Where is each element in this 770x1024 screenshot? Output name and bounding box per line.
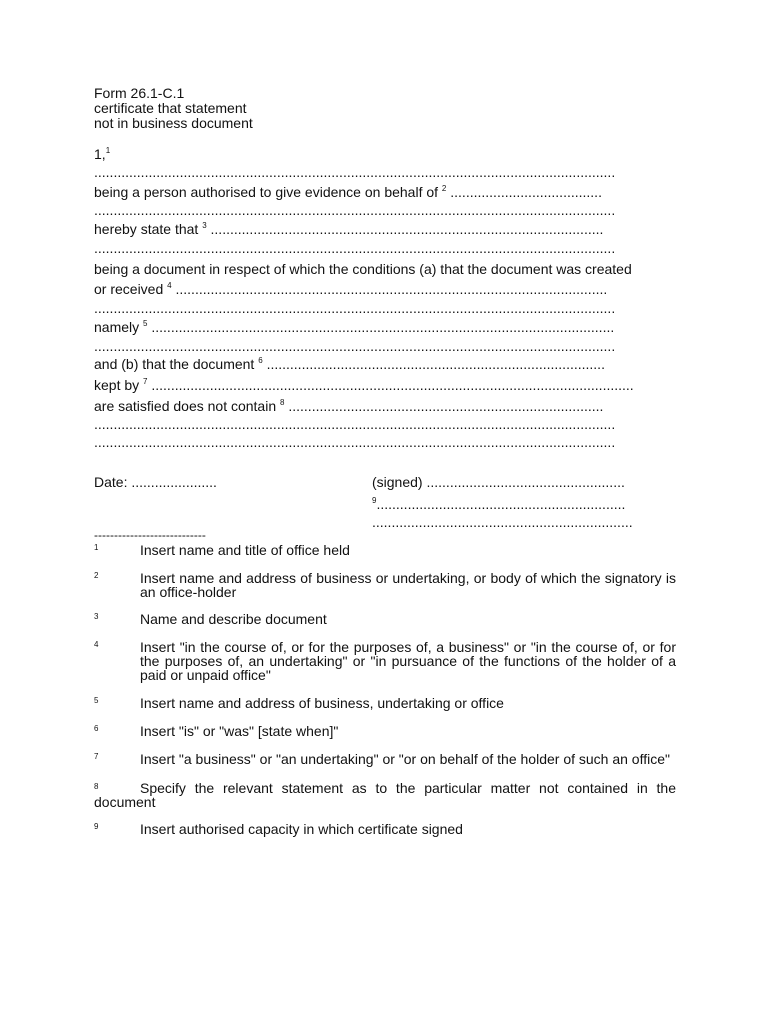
blank-line-document[interactable]: ...................................................................................................................................... [94, 240, 616, 256]
namely-line [94, 319, 651, 335]
authorised-label: being a person authorised to give evidence on behalf of [94, 184, 439, 200]
footnote-text: Insert name and title of office held [140, 542, 350, 558]
contain-blank[interactable]: ................................................................................. [288, 398, 604, 414]
doc-label: and (b) that the document [94, 356, 255, 372]
footnote-1 [94, 543, 676, 559]
footnote-ref-9: 9 [372, 496, 377, 505]
footnote-number: 3 [94, 612, 99, 621]
footnote-ref-7: 7 [143, 377, 148, 386]
footnote-ref-6: 6 [258, 356, 263, 365]
footnote-number: 8 [94, 782, 99, 791]
footnote-separator: ---------------------------- [94, 528, 206, 542]
capacity-field [372, 496, 652, 512]
received-blank[interactable]: ............................................................................................................... [175, 281, 608, 297]
footnote-text: Insert name and address of business, undertaking or office [140, 695, 504, 711]
footnote-number: 1 [94, 543, 99, 552]
date-field [94, 474, 217, 490]
blank-line-namely[interactable]: ...................................................................................................................................... [94, 338, 616, 354]
authorised-line [94, 184, 651, 200]
signed-label: (signed) [372, 474, 423, 490]
hereby-label: hereby state that [94, 221, 199, 237]
namely-blank[interactable]: ....................................................................................................................... [151, 319, 615, 335]
footnote-number: 4 [94, 640, 99, 649]
footnote-5 [94, 696, 676, 712]
footnote-text: Specify the relevant statement as to the particular matter not contained in the document [94, 780, 676, 810]
footnote-text: Insert "in the course of, or for the purposes of, a business" or "in the course of, or for the purposes of, an undertaking" or "in pursuance of the functions of the holder of a paid or unpaid office" [140, 639, 676, 683]
signed-blank[interactable]: ................................................... [426, 474, 625, 490]
footnote-text: Insert name and address of business or undertaking, or body of which the signatory is an office-holder [140, 570, 676, 600]
received-line [94, 281, 651, 297]
kept-blank[interactable]: ............................................................................................................................ [151, 377, 634, 393]
kept-line [94, 377, 651, 393]
footnote-ref-5: 5 [143, 319, 148, 328]
footnote-number: 7 [94, 752, 99, 761]
blank-line-received[interactable]: ...................................................................................................................................... [94, 300, 616, 316]
form-header [94, 86, 253, 131]
signed-field [372, 474, 652, 490]
hereby-blank[interactable]: ..................................................................................................... [210, 221, 604, 237]
footnote-9 [94, 822, 676, 838]
footnote-text: Name and describe document [140, 611, 327, 627]
footnote-ref-8: 8 [280, 398, 285, 407]
footnote-ref-4: 4 [167, 281, 172, 290]
date-blank[interactable]: ...................... [131, 474, 217, 490]
blank-line-contain-2[interactable]: ...................................................................................................................................... [94, 434, 616, 450]
blank-line-contain-1[interactable]: ...................................................................................................................................... [94, 416, 616, 432]
footnote-number: 9 [94, 822, 99, 831]
hereby-line [94, 221, 651, 237]
form-title-line-1: certificate that statement [94, 100, 247, 116]
footnote-text: Insert "a business" or "an undertaking" or "or on behalf of the holder of such an office" [140, 751, 670, 767]
form-title-line-2: not in business document [94, 115, 253, 131]
footnote-ref-1: 1 [105, 146, 111, 155]
date-label: Date: [94, 474, 128, 490]
blank-line-name[interactable]: ...................................................................................................................................... [94, 164, 616, 180]
declarant-prefix: 1, [94, 146, 106, 162]
footnote-number: 5 [94, 696, 99, 705]
footnote-text: Insert "is" or "was" [state when]" [140, 723, 339, 739]
footnote-8 [94, 781, 676, 809]
capacity-blank[interactable]: ................................................................ [376, 496, 626, 512]
footnote-3 [94, 612, 676, 628]
footnote-ref-2: 2 [441, 184, 447, 193]
doc-line [94, 356, 651, 372]
footnote-2 [94, 571, 676, 601]
footnote-number: 6 [94, 724, 99, 733]
contain-label: are satisfied does not contain [94, 398, 277, 414]
footnote-ref-3: 3 [202, 221, 207, 230]
footnote-6 [94, 724, 676, 740]
authorised-blank[interactable]: ....................................... [450, 184, 602, 200]
signature-extra-blank[interactable]: ................................................................... [372, 514, 633, 530]
doc-blank[interactable]: ....................................................................................... [266, 356, 605, 372]
received-label: or received [94, 281, 164, 297]
blank-line-body[interactable]: ...................................................................................................................................... [94, 202, 616, 218]
conditions-line: being a document in respect of which the conditions (a) that the document was created [94, 261, 632, 277]
footnote-7 [94, 752, 676, 780]
footnote-text: Insert authorised capacity in which certificate signed [140, 821, 463, 837]
form-number: Form 26.1-C.1 [94, 85, 185, 101]
namely-label: namely [94, 319, 140, 335]
declarant-line [94, 146, 651, 162]
contain-line [94, 398, 651, 414]
footnote-4 [94, 640, 676, 684]
kept-label: kept by [94, 377, 140, 393]
footnote-number: 2 [94, 571, 99, 580]
